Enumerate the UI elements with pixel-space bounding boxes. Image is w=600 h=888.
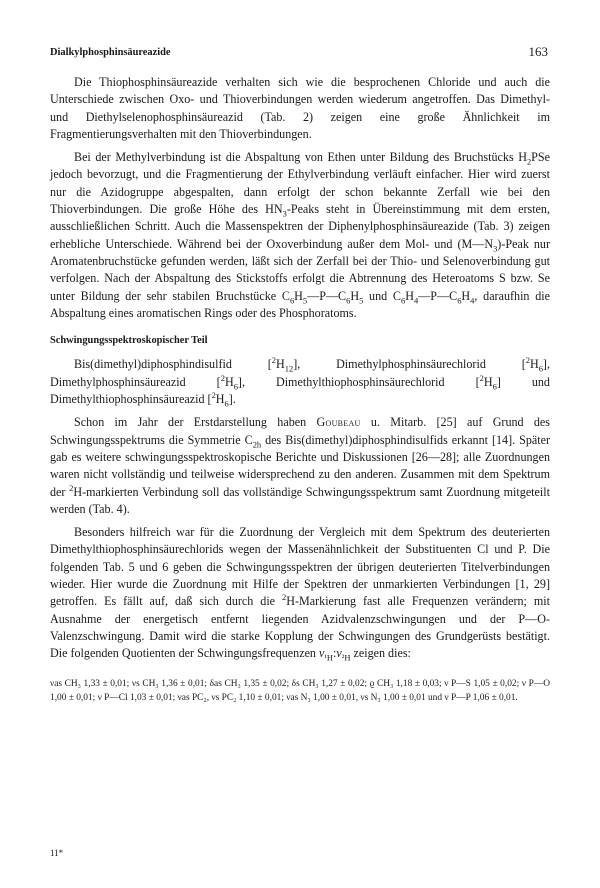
paragraph-3: Bis(dimethyl)diphosphindisulfid $[^2H_{12}]$, Dimethylphosphinsäurechlorid $[^2H_6]$, Dimethylphosphinsäureazid $[^2H_6]$, Dimethylthiophosphinsäurechlorid $[^2H_6]$ und Dimethylthiophosphinsäureazid $[^2H_6]$. bbox=[50, 355, 550, 409]
running-head: Dialkylphosphinsäureazide bbox=[50, 47, 171, 58]
paragraph-4: Schon im Jahr der Erstdarstellung haben Goubeau u. Mitarb. [25] auf Grund des Schwingungsspektrums die Symmetrie $C_{2h}$ des Bis(dimethyl)diphosphindisulfids erkannt [14]. Später gab es weitere schwingungsspektroskopische Berichte und Diskussionen [26—28]; alle Zuordnungen waren nicht vollständig und teilweise widersprechend zu den anderen. Zusammen mit dem Spektrum der $^2$H-markierten Verbindung soll das vollständige Schwingungsspektrum samt Zuordnung mitgeteilt werden (Tab. 4). bbox=[50, 415, 551, 516]
frequency-ratios: νas CH₃ 1,33 ± 0,01; νs CH₃ 1,36 ± 0,01; δas CH₃ 1,35 ± 0,02; δs CH₃ 1,27 ± 0,02; ϱ CH₃ 1,18 ± 0,03; ν P—S 1,05 ± 0,02; ν P—O 1,00 ± 0,01; ν P—Cl 1,03 ± 0,01; νas PC₂, νs PC₂ 1,10 ± 0,01; νas N₃ 1,00 ± 0,01, νs N₃ 1,00 ± 0,01 und ν P—P 1,06 ± 0,01. bbox=[50, 678, 550, 703]
author-name: Goubeau bbox=[316, 415, 361, 430]
paragraph-1: Die Thiophosphinsäureazide verhalten sich wie die besprochenen Chloride und auch die Unterschiede zwischen Oxo- und Thioverbindungen werden wiederum angetroffen. Das Dimethyl- und Diethylselenophosphinsäureazid (Tab. 2) zeigen eine große Ähnlichkeit im Fragmentierungsverhalten mit den Thioverbindungen. bbox=[50, 75, 550, 141]
paragraph-2: Bei der Methylverbindung ist die Abspaltung von Ethen unter Bildung des Bruchstücks $H_2PSe$ jedoch bevorzugt, und die Fragmentierung der Ethylverbindung verläuft einfacher. Hier wird zuerst nur die Azidogruppe abgespalten, dann erfolgt der schon bekannte Zerfall wie bei den Thioverbindungen. Die große Höhe des $HN_3$-Peaks steht in Übereinstimmung mit dem ersten, ausschließlichen Schritt. Auch die Massenspektren der Diphenylphosphinsäureazide (Tab. 3) zeigen erhebliche Unterschiede. Während bei der Oxoverbindung außer dem Mol- und $(M—N_3)$-Peak nur Aromatenbruchstücke gefunden werden, läßt sich der Zerfall bei der Thio- und Selenoverbindung gut verfolgen. Nach der Abspaltung des Stickstoffs erfolgt die Abtrennung des Heteroatoms S bzw. Se unter Bildung der sehr stabilen Bruchstücke $C_6H_5—P—C_6H_5$ und $C_6H_4—P—C_6H_4$, daraufhin die Abspaltung eines aromatischen Rings oder des Phosphoratoms. bbox=[50, 150, 550, 320]
paragraph-5: Besonders hilfreich war für die Zuordnung der Vergleich mit dem Spektrum des deuterierten Dimethylthiophosphinsäurechlorids wegen der Massenähnlichkeit der Substituenten Cl und P. Die folgenden Tab. 5 und 6 geben die Schwingungsspektren der übrigen deuterierten Titelverbindungen wieder. Hier wurde die Zuordnung mit Hilfe der Spektren der unmarkierten Verbindungen [1, 29] getroffen. Es fällt auf, daß sich durch die $^2$H-Markierung fast alle Frequenzen verändern; mit Ausnahme der energetisch entfernt liegenden Azidvalenzschwingungen und der P—O-Valenzschwingung. Damit wird die starke Kopplung der Schwingungen des Grundgerüsts bestätigt. Die folgenden Quotienten der Schwingungsfrequenzen $\nu_{^1H}:\nu_{^2H}$ zeigen dies: bbox=[50, 525, 550, 663]
section-heading: Schwingungsspektroskopischer Teil bbox=[50, 335, 208, 347]
page-number: 163 bbox=[528, 44, 548, 59]
signature-mark: 11* bbox=[50, 848, 64, 858]
body-text bbox=[50, 74, 550, 712]
